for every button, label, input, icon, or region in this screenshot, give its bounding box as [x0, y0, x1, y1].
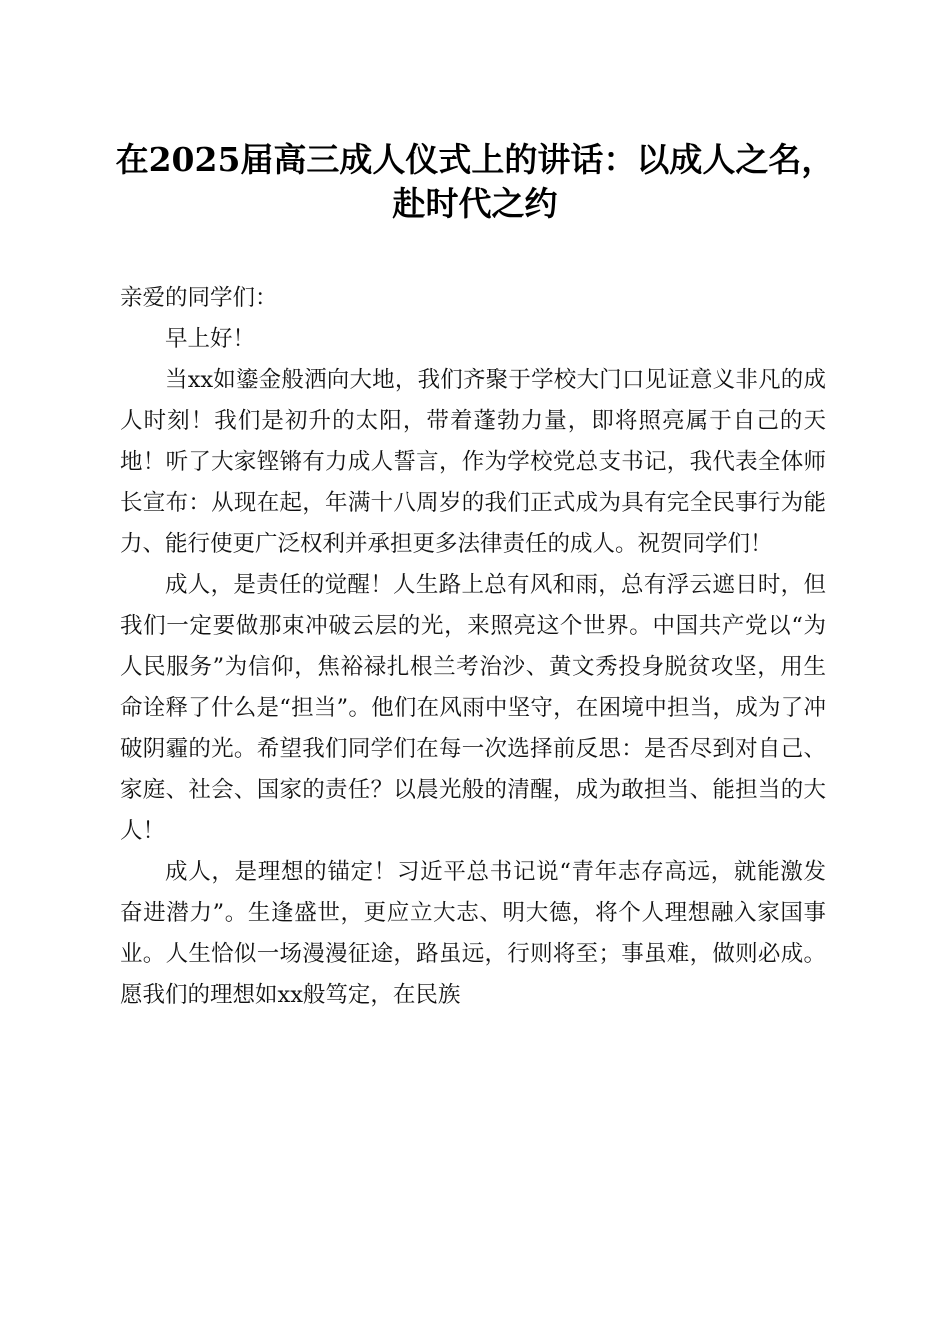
salutation: 亲爱的同学们： [120, 285, 278, 311]
paragraph-ideal: 成人，是理想的锚定！习近平总书记说“青年志存高远，就能激发奋进潜力”。生逢盛世，更应立大志、明大德，将个人理想融入家国事业。人生恰似一场漫漫征途，路虽远，行则将至；事虽难，做则必成。愿我们的理想如xx般笃定，在民族 [120, 859, 826, 1008]
document-body [120, 278, 826, 1016]
paragraph-greeting: 早上好！ [165, 326, 256, 352]
document-title: 在2025届高三成人仪式上的讲话：以成人之名，赴时代之约 [115, 140, 835, 223]
paragraph-responsibility: 成人，是责任的觉醒！人生路上总有风和雨，总有浮云遮日时，但我们一定要做那束冲破云层的光，来照亮这个世界。中国共产党以“为人民服务”为信仰，焦裕禄扎根兰考治沙、黄文秀投身脱贫攻坚，用生命诠释了什么是“担当”。他们在风雨中坚守，在困境中担当，成为了冲破阴霾的光。希望我们同学们在每一次选择前反思：是否尽到对自己、家庭、社会、国家的责任？以晨光般的清醒，成为敢担当、能担当的大人！ [120, 572, 826, 844]
paragraph-opening: 当xx如鎏金般洒向大地，我们齐聚于学校大门口见证意义非凡的成人时刻！我们是初升的太阳，带着蓬勃力量，即将照亮属于自己的天地！听了大家铿锵有力成人誓言，作为学校党总支书记，我代表全体师长宣布：从现在起，年满十八周岁的我们正式成为具有完全民事行为能力、能行使更广泛权利并承担更多法律责任的成人。祝贺同学们！ [120, 367, 826, 557]
